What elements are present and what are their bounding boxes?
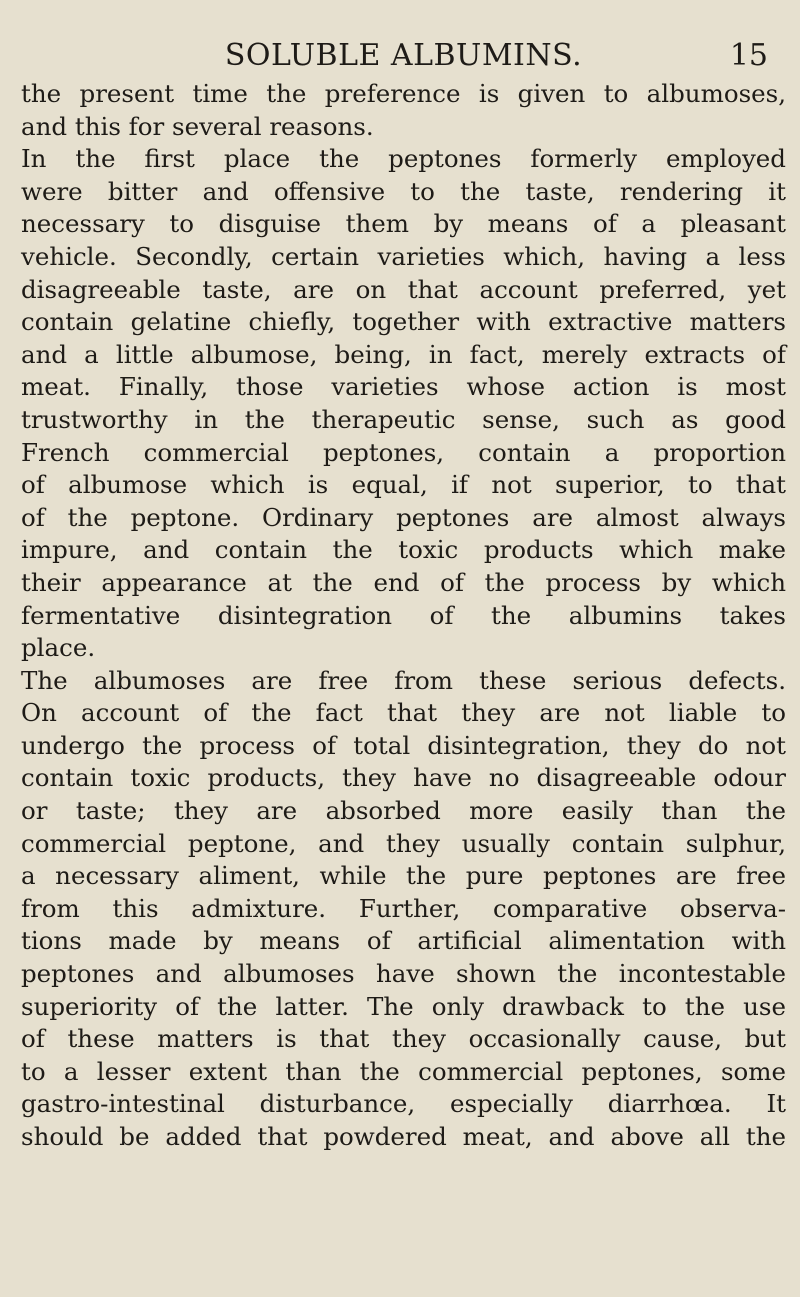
text-line: trustworthy in the therapeutic sense, such as good xyxy=(21,404,786,434)
text-line: and this for several reasons. xyxy=(21,111,374,141)
text-line: undergo the process of total disintegration, they do not xyxy=(21,730,786,760)
text-line: meat. Finally, those varieties whose action is most xyxy=(21,372,786,402)
text-line: superiority of the latter. The only drawback to the use xyxy=(21,991,786,1021)
text-line: The albumoses are free from these serious defects. xyxy=(21,665,786,695)
text-line: from this admixture. Further, comparative observa- xyxy=(21,893,786,923)
body-text xyxy=(21,78,786,1154)
text-line: contain toxic products, they have no disagreeable odour xyxy=(21,763,786,793)
text-line: impure, and contain the toxic products which make xyxy=(21,535,786,565)
page-number: 15 xyxy=(729,38,768,73)
text-line: to a lesser extent than the commercial peptones, some xyxy=(21,1056,786,1086)
text-line: were bitter and offensive to the taste, rendering it xyxy=(21,176,786,206)
text-line: of albumose which is equal, if not superior, to that xyxy=(21,470,786,500)
text-line: gastro-intestinal disturbance, especially diarrhœa. It xyxy=(21,1089,786,1119)
text-line: commercial peptone, and they usually contain sulphur, xyxy=(21,828,786,858)
text-line: place. xyxy=(21,633,96,663)
text-line: necessary to disguise them by means of a pleasant xyxy=(21,209,786,239)
running-title: SOLUBLE ALBUMINS. xyxy=(224,38,583,73)
text-line: of the peptone. Ordinary peptones are almost always xyxy=(21,502,786,532)
text-line: disagreeable taste, are on that account preferred, yet xyxy=(21,274,786,304)
text-line: fermentative disintegration of the albumins takes xyxy=(21,600,786,630)
text-line: In the first place the peptones formerly employed xyxy=(21,144,786,174)
text-line: peptones and albumoses have shown the incontestable xyxy=(21,959,786,989)
text-line: contain gelatine chiefly, together with extractive matters xyxy=(21,307,786,337)
text-line: should be added that powdered meat, and above all the xyxy=(21,1122,786,1151)
running-header xyxy=(21,38,786,78)
text-line: tions made by means of artificial alimentation with xyxy=(21,926,786,956)
text-line: a necessary aliment, while the pure peptones are free xyxy=(21,861,786,891)
text-line: the present time the preference is given to albumoses, xyxy=(21,79,786,108)
text-line: vehicle. Secondly, certain varieties which, having a less xyxy=(21,241,786,271)
text-line: French commercial peptones, contain a proportion xyxy=(21,437,786,467)
text-line: On account of the fact that they are not liable to xyxy=(21,698,786,728)
text-line: their appearance at the end of the process by which xyxy=(21,567,786,597)
text-line: and a little albumose, being, in fact, merely extracts of xyxy=(21,339,786,369)
text-line: or taste; they are absorbed more easily than the xyxy=(21,796,786,826)
text-line: of these matters is that they occasionally cause, but xyxy=(21,1024,786,1054)
